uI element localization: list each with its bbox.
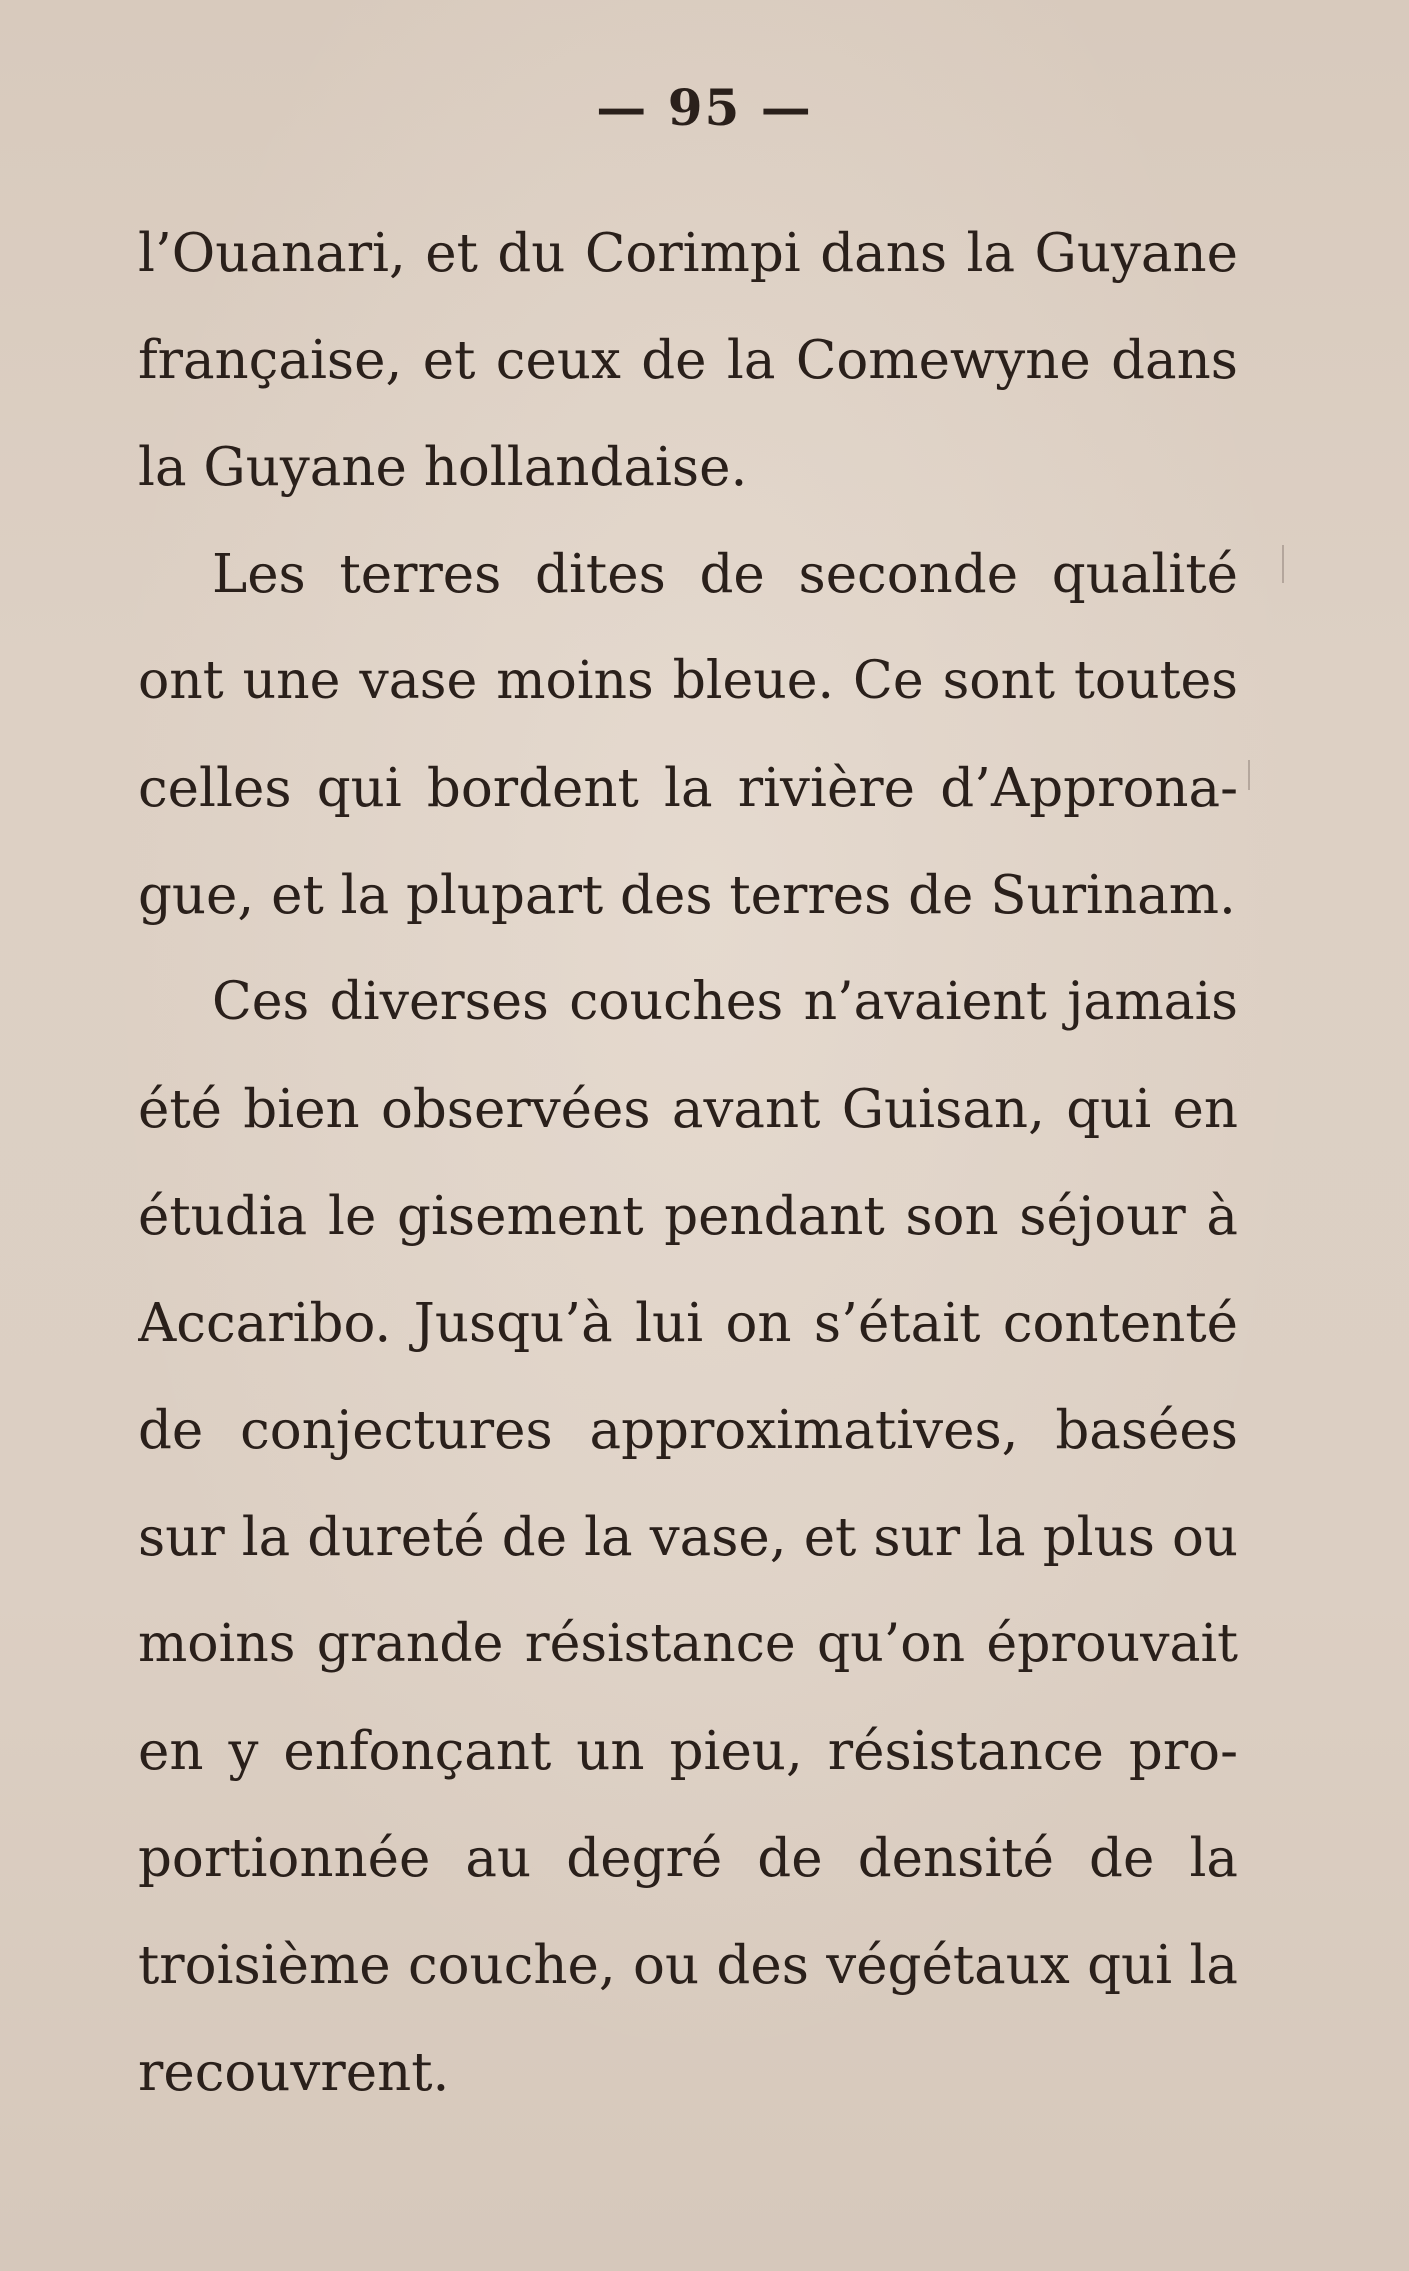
text-line: recouvrent. bbox=[138, 2042, 450, 2103]
text-line: été bien observées avant Guisan, qui en bbox=[138, 1079, 1238, 1140]
text-line: l’Ouanari, et du Corimpi dans la Guyane bbox=[138, 223, 1238, 284]
text-line: ont une vase moins bleue. Ce sont toutes bbox=[138, 651, 1238, 711]
text-line: étudia le gisement pendant son séjour à bbox=[138, 1186, 1238, 1247]
text-line: gue, et la plupart des terres de Surinam. bbox=[138, 865, 1236, 926]
text-line: la Guyane hollandaise. bbox=[138, 437, 748, 498]
text-line: française, et ceux de la Comewyne dans bbox=[138, 330, 1238, 391]
text-line: moins grande résistance qu’on éprouvait bbox=[138, 1614, 1238, 1674]
text-line: portionnée au degré de densité de la bbox=[138, 1828, 1238, 1889]
text-line: sur la dureté de la vase, et sur la plus ou bbox=[138, 1507, 1238, 1568]
body-text bbox=[138, 200, 1238, 2126]
page-number: — 95 — bbox=[596, 78, 813, 137]
paragraph-start-line: Ces diverses couches n’avaient jamais bbox=[212, 972, 1238, 1032]
text-line: celles qui bordent la rivière d’Approna- bbox=[138, 758, 1238, 819]
paragraph-start-line: Les terres dites de seconde qualité bbox=[212, 544, 1238, 605]
text-line: de conjectures approximatives, basées bbox=[138, 1400, 1238, 1461]
text-line: en y enfonçant un pieu, résistance pro- bbox=[138, 1721, 1238, 1782]
margin-mark bbox=[1282, 545, 1284, 583]
text-line: troisième couche, ou des végétaux qui la bbox=[138, 1935, 1238, 1996]
text-line: Accaribo. Jusqu’à lui on s’était contenté bbox=[138, 1293, 1238, 1354]
margin-mark bbox=[1248, 760, 1250, 790]
